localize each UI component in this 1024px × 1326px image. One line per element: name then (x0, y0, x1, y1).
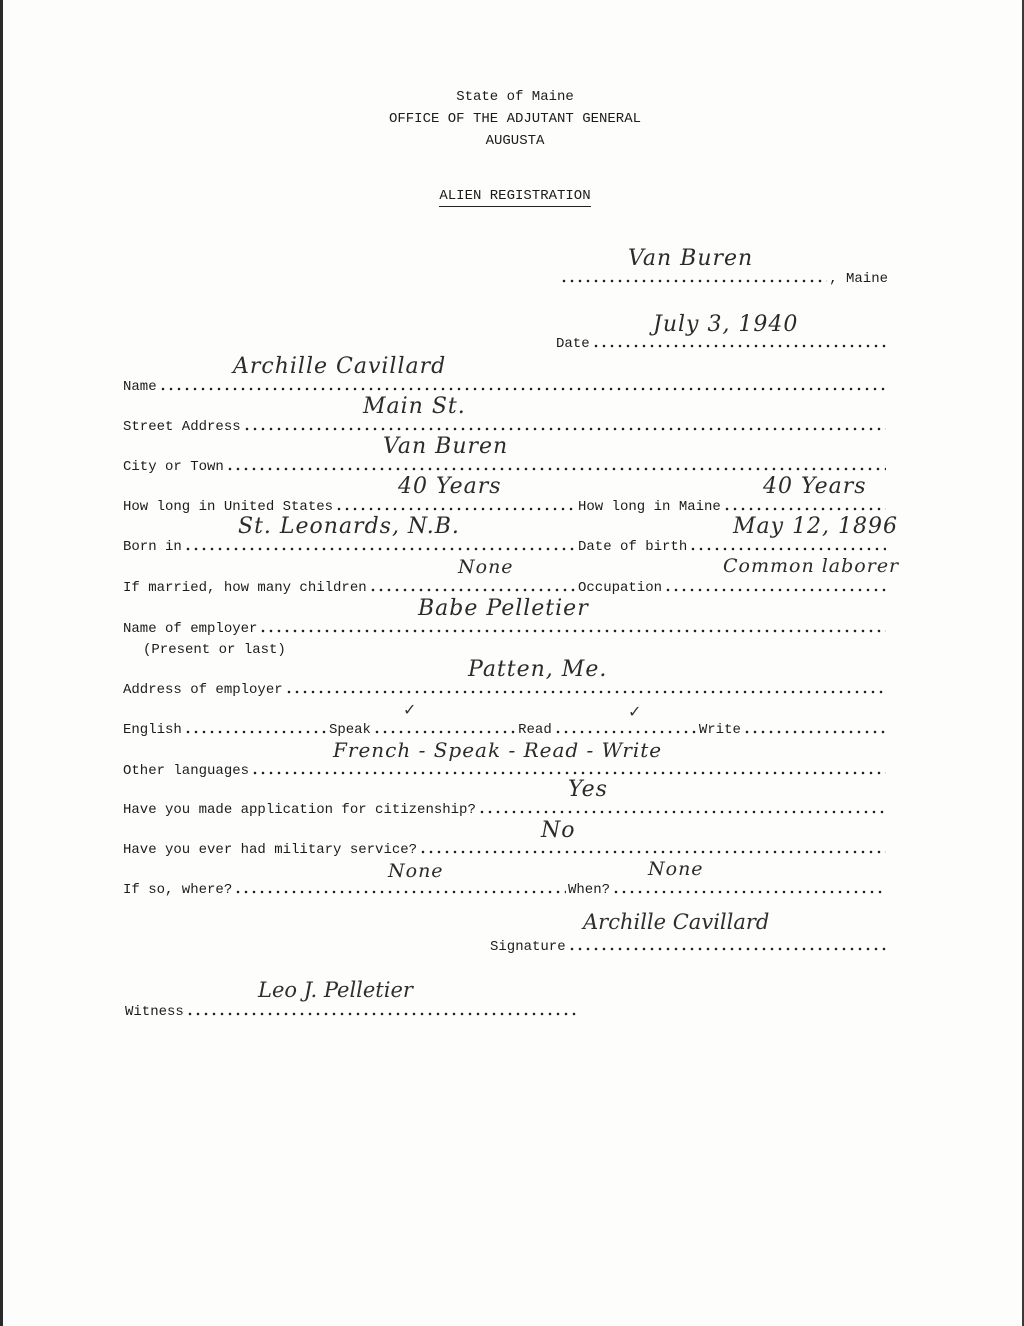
us-duration-row (123, 493, 578, 515)
dotted-leader (478, 810, 886, 814)
children-value: None (458, 556, 514, 578)
dotted-leader (592, 344, 886, 348)
dotted-leader (159, 387, 886, 391)
where-row (123, 876, 568, 898)
dotted-leader (251, 771, 886, 775)
born-value: St. Leonards, N.B. (238, 514, 460, 539)
where-label: If so, where? (123, 882, 233, 898)
dotted-leader (259, 629, 886, 633)
employer-sub-label: (Present or last) (143, 642, 286, 658)
speak-check-mark: ✓ (403, 700, 417, 719)
employer-address-value: Patten, Me. (468, 657, 608, 682)
date-value: July 3, 1940 (653, 312, 799, 337)
street-row (123, 413, 888, 435)
us-label: How long in United States (123, 499, 334, 515)
dotted-leader (373, 730, 516, 734)
name-value: Archille Cavillard (233, 354, 447, 379)
city-line: AUGUSTA (485, 133, 545, 149)
date-label: Date (556, 336, 590, 352)
dotted-leader (554, 730, 697, 734)
signature-row (490, 933, 888, 955)
dotted-leader (285, 690, 886, 694)
dotted-leader (419, 850, 886, 854)
employer-sub-row (143, 636, 443, 658)
when-value: None (648, 858, 704, 880)
dotted-leader (186, 1012, 578, 1016)
document-header (3, 86, 1024, 152)
dotted-leader (243, 427, 886, 431)
witness-label: Witness (125, 1004, 184, 1020)
english-label: English (123, 722, 182, 738)
other-languages-label: Other languages (123, 763, 250, 779)
occupation-label: Occupation (578, 580, 663, 596)
dotted-leader (568, 947, 886, 951)
dotted-leader (184, 730, 327, 734)
read-check-mark: ✓ (628, 702, 642, 721)
read-label: Read (518, 722, 552, 738)
dotted-leader (664, 588, 886, 592)
occupation-row (578, 574, 888, 596)
occupation-value: Common laborer (723, 555, 900, 577)
dotted-leader (184, 547, 576, 551)
other-languages-value: French - Speak - Read - Write (333, 738, 663, 762)
city-label: City or Town (123, 459, 224, 475)
office-line: OFFICE OF THE ADJUTANT GENERAL (388, 111, 642, 127)
dotted-leader (335, 507, 576, 511)
dotted-leader (743, 730, 886, 734)
signature-label: Signature (490, 939, 566, 955)
dotted-leader (689, 547, 886, 551)
dob-value: May 12, 1896 (733, 514, 899, 539)
title-text: ALIEN REGISTRATION (439, 188, 590, 207)
street-value: Main St. (363, 394, 466, 419)
employer-label: Name of employer (123, 621, 258, 637)
employer-value: Babe Pelletier (418, 596, 589, 621)
dotted-leader (612, 890, 886, 894)
citizenship-label: Have you made application for citizenship? (123, 802, 476, 818)
citizenship-value: Yes (568, 777, 608, 802)
write-label: Write (698, 722, 741, 738)
children-label: If married, how many children (123, 580, 367, 596)
dotted-leader (234, 890, 566, 894)
city-value: Van Buren (383, 434, 509, 459)
when-label: When? (568, 882, 611, 898)
dotted-leader (226, 467, 886, 471)
dob-label: Date of birth (578, 539, 688, 555)
military-row (123, 836, 888, 858)
speak-label: Speak (328, 722, 371, 738)
born-label: Born in (123, 539, 182, 555)
when-row (568, 876, 888, 898)
dotted-leader (723, 507, 886, 511)
state-line: State of Maine (456, 89, 574, 105)
military-value: No (541, 818, 576, 843)
witness-value: Leo J. Pelletier (258, 978, 413, 1002)
where-value: None (388, 860, 444, 882)
citizenship-row (123, 796, 888, 818)
us-value: 40 Years (398, 474, 502, 499)
name-label: Name (123, 379, 157, 395)
maine-value: 40 Years (763, 474, 867, 499)
street-label: Street Address (123, 419, 241, 435)
maine-suffix: , Maine (829, 271, 888, 287)
dotted-leader (560, 279, 827, 283)
document-title (3, 188, 1024, 204)
location-value: Van Buren (628, 246, 754, 271)
english-row (123, 716, 888, 738)
employer-address-label: Address of employer (123, 682, 283, 698)
maine-label: How long in Maine (578, 499, 721, 515)
military-label: Have you ever had military service? (123, 842, 418, 858)
signature-value: Archille Cavillard (583, 910, 770, 934)
dotted-leader (369, 588, 576, 592)
